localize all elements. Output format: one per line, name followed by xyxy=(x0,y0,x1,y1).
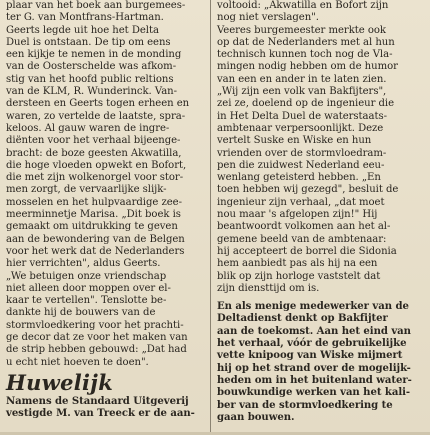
text-line: bouwkundige werken van het kali- xyxy=(217,387,411,399)
text-line: hij accepteert de borrel die Sidonia xyxy=(217,245,397,257)
text-line: dankte hij de bouwers van de xyxy=(6,307,156,319)
text-line: die met zijn wolkenorgel voor stor- xyxy=(6,172,184,184)
text-line: „We betuigen onze vriendschap xyxy=(6,270,167,282)
text-line: het verhaal, vóór de gebruikelijke xyxy=(217,338,407,350)
text-line: En als menige medewerker van de xyxy=(217,301,409,313)
text-line: mingen nodig hebben om de humor xyxy=(217,61,398,73)
text-line: in Het Delta Duel de waterstaats- xyxy=(217,110,387,122)
text-line: stormvloedkering voor het prachti- xyxy=(6,319,184,331)
right-paragraph-1 xyxy=(217,0,425,25)
text-line: ingenieur zijn verhaal, „dat moet xyxy=(217,196,385,208)
text-line: zijn diensttijd om is. xyxy=(217,282,320,294)
text-line: pen die zuidwest Nederland eeu- xyxy=(217,159,385,171)
right-paragraph-2 xyxy=(217,25,425,296)
text-line: toen hebben wij gezegd", besluit de xyxy=(217,184,399,196)
text-line: ambtenaar verpersoonlijkt. Deze xyxy=(217,122,384,134)
text-line: vette knipoog van Wiske mijmert xyxy=(217,350,403,362)
left-column xyxy=(6,0,205,421)
text-line: gaan bouwen. xyxy=(217,411,295,423)
text-line: stig van het hoofd public reltions xyxy=(6,73,174,85)
text-line: plaar van het boek aan burgemees- xyxy=(6,0,186,11)
text-line: op dat de Nederlanders met al hun xyxy=(217,36,395,48)
text-line: ber van de stormvloedkering te xyxy=(217,399,393,411)
text-line: ter G. van Montfrans-Hartman. xyxy=(6,12,164,24)
right-column xyxy=(217,0,425,424)
text-line: van de Oosterschelde was afkom- xyxy=(6,61,177,73)
text-line: Duel is ontstaan. De tip om eens xyxy=(6,36,171,48)
text-line: zei ze, doelend op de ingenieur die xyxy=(217,98,395,110)
text-line: „Wij zijn een volk van Bakfijters", xyxy=(217,86,387,98)
text-line: gemaakt om uitdrukking te geven xyxy=(6,221,178,233)
text-line: mosselen en het hulpvaardige zee- xyxy=(6,196,182,208)
text-line: vertelt Suske en Wiske en hun xyxy=(217,135,372,147)
left-paragraph-2 xyxy=(6,271,205,369)
text-line: dersteen en Geerts togen erheen en xyxy=(6,98,190,110)
text-line: Namens de Standaard Uitgeverij xyxy=(6,395,189,407)
text-line: meerminnetje Marisa. „Dit boek is xyxy=(6,209,181,221)
text-line: keloos. Al gauw waren de ingre- xyxy=(6,122,170,134)
text-line: Geerts legde uit hoe het Delta xyxy=(6,24,159,36)
text-line: die hoge vloeden opwekt en Bofort, xyxy=(6,159,187,171)
text-line: een kijkje te nemen in de monding xyxy=(6,49,182,61)
text-line: aan de toekomst. Aan het eind van xyxy=(217,325,411,337)
section-headline: Huwelijk xyxy=(6,369,114,395)
left-paragraph-1 xyxy=(6,0,205,271)
text-line: blik op zijn horloge vaststelt dat xyxy=(217,270,381,282)
text-line: kaar te vertellen". Tenslotte be- xyxy=(6,295,167,307)
text-line: van de KLM, R. Wunderinck. Van- xyxy=(6,86,177,98)
text-line: u echt niet hoeven te doen". xyxy=(6,356,149,368)
text-line: waren, zo vertelde de laatste, spra- xyxy=(6,110,186,122)
text-line: voor het werk dat de Nederlanders xyxy=(6,245,185,257)
text-line: gemene beeld van de ambtenaar: xyxy=(217,233,387,245)
text-line: vrienden over de stormvloedram- xyxy=(217,147,387,159)
text-line: ge decor dat ze voor het maken van xyxy=(6,332,188,344)
text-line: hem aanbiedt pas als hij na een xyxy=(217,258,378,270)
text-line: Deltadienst denkt op Bakfijter xyxy=(217,313,388,325)
text-line: nog niet verslagen". xyxy=(217,12,319,24)
text-line: diënten voor het verhaal bijeenge- xyxy=(6,135,181,147)
left-paragraph-3 xyxy=(6,396,205,421)
text-line: aan de bewondering van de Belgen xyxy=(6,233,185,245)
text-line: hier verrichten", aldus Geerts. xyxy=(6,258,161,270)
right-paragraph-3 xyxy=(217,301,425,424)
text-line: van een en ander in te laten zien. xyxy=(217,73,387,85)
text-line: wenlang geteisterd hebben. „En xyxy=(217,172,381,184)
text-line: bracht: de boze geesten Akwatilla, xyxy=(6,147,182,159)
text-line: voltooid: „Akwatilla en Bofort zijn xyxy=(217,0,389,11)
text-line: technisch kunnen toch nog de Vla- xyxy=(217,49,393,61)
column-divider xyxy=(210,0,211,435)
text-line: heden om in het buitenland water- xyxy=(217,374,412,386)
text-line: niet alleen door moppen over el- xyxy=(6,282,171,294)
text-line: nou maar 's afgelopen zijn!" Hij xyxy=(217,209,378,221)
text-line: de strip hebben gebouwd: „Dat had xyxy=(6,344,187,356)
text-line: hij op het strand over de mogelijk- xyxy=(217,362,411,374)
text-line: beantwoordt volkomen aan het al- xyxy=(217,221,391,233)
text-line: vestigde M. van Treeck er de aan- xyxy=(6,408,195,420)
text-line: men zorgt, de vervaarlijke slijk- xyxy=(6,184,167,196)
text-line: Veeres burgemeester merkte ook xyxy=(217,24,386,36)
